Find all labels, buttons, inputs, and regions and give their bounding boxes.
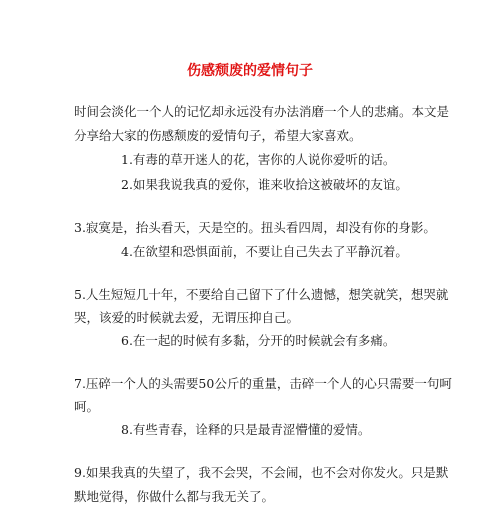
sentence-line: 3.寂寞是，抬头看天，天是空的。扭头看四周，却没有你的身影。: [74, 220, 436, 235]
sentence-line: 4.在欲望和恐惧面前，不要让自己失去了平静沉着。: [121, 244, 408, 259]
sentence-line: 哭，该爱的时候就去爱，无谓压抑自己。: [74, 310, 300, 325]
sentence-line: 8.有些青春，诠释的只是最青涩懵懂的爱情。: [121, 422, 371, 437]
sentence-line: 呵。: [74, 399, 100, 414]
sentence-line: 5.人生短短几十年，不要给自己留下了什么遗憾，想笑就笑，想哭就: [74, 287, 449, 302]
sentence-line: 7.压碎一个人的头需要50公斤的重量，击碎一个人的心只需要一句呵: [74, 376, 452, 391]
page-title: 伤感颓废的爱情句子: [187, 63, 313, 79]
sentence-line: 默地觉得，你做什么都与我无关了。: [74, 489, 275, 504]
paragraph-line: 分享给大家的伤感颓废的爱情句子，希望大家喜欢。: [74, 128, 362, 143]
sentence-line: 1.有毒的草开迷人的花，害你的人说你爱听的话。: [121, 152, 396, 167]
sentence-line: 2.如果我说我真的爱你，谁来收拾这被破坏的友谊。: [121, 177, 408, 192]
sentence-line: 9.如果我真的失望了，我不会哭，不会闹，也不会对你发火。只是默: [74, 465, 449, 480]
sentence-line: 6.在一起的时候有多黏，分开的时候就会有多痛。: [121, 333, 396, 348]
paragraph-line: 时间会淡化一个人的记忆却永远没有办法消磨一个人的悲痛。本文是: [74, 104, 450, 119]
